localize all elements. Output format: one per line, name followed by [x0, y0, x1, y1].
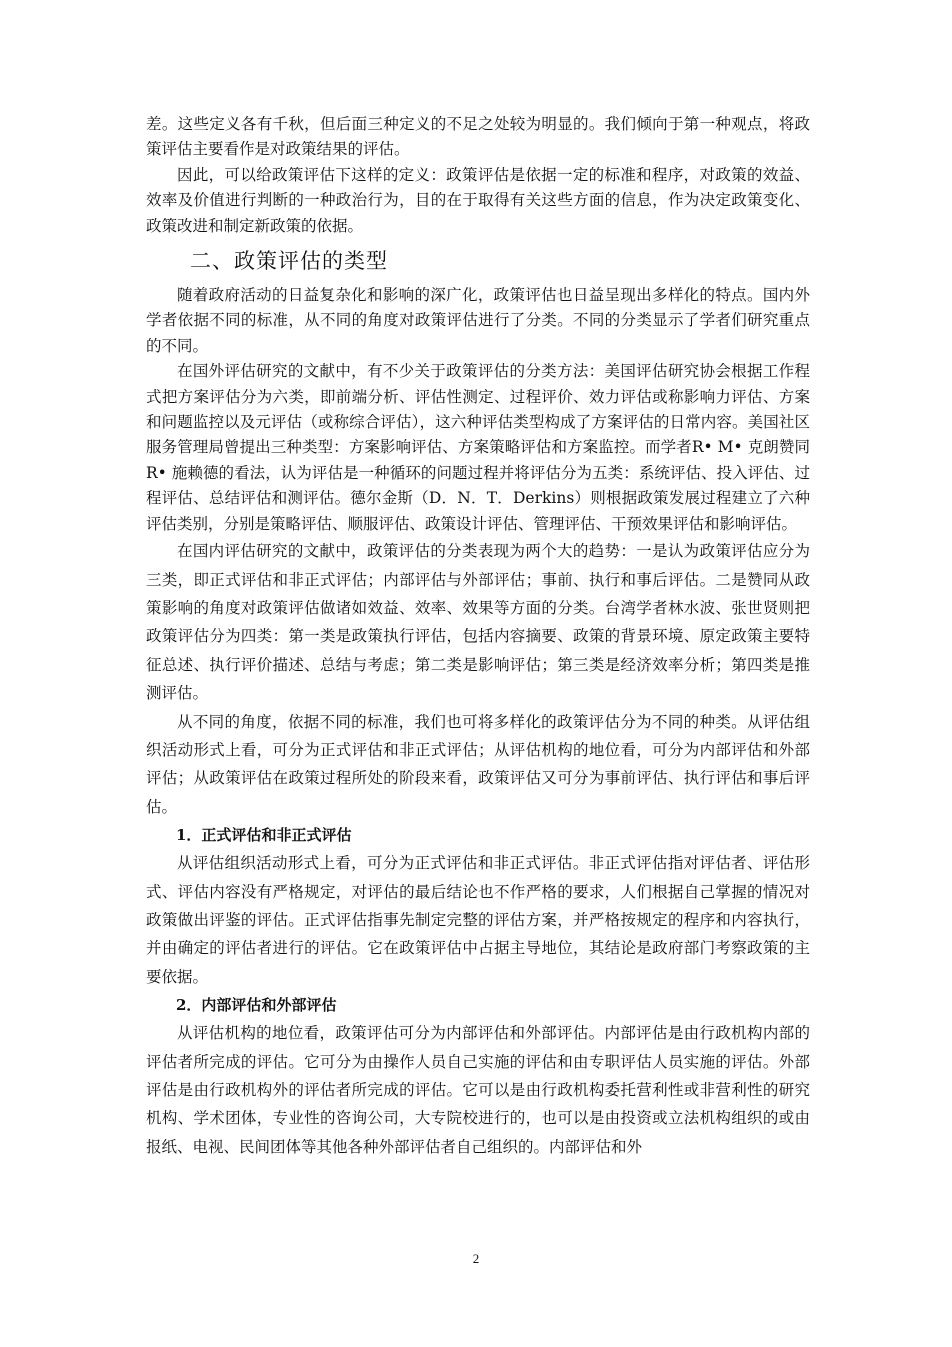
section-heading: 二、政策评估的类型 [190, 249, 388, 274]
page-number: 2 [472, 1251, 480, 1266]
paragraph-internal: 从评估机构的地位看，政策评估可分为内部评估和外部评估。内部评估是由行政机构内部的评估者所完成的评估。它可分为由操作人员自己实施的评估和由专职评估人员实施的评估。外部评估是由行政机构外的评估者所完成的评估。它可以是由行政机构委托营利性或非营利性的研究机构、学术团体，专业性的咨询公司，大专院校进行的，也可以是由投资或立法机构组织的或由报纸、电视、民间团体等其他各种外部评估者自己组织的。内部评估和外 [146, 1024, 810, 1156]
paragraph-domestic-research: 在国内评估研究的文献中，政策评估的分类表现为两个大的趋势：一是认为政策评估应分为三类，即正式评估和非正式评估；内部评估与外部评估；事前、执行和事后评估。二是赞同从政策影响的角度对政策评估做诸如效益、效率、效果等方面的分类。台湾学者林水波、张世贤则把政策评估分为四类：第一类是政策执行评估，包括内容摘要、政策的背景环境、原定政策主要特征总述、执行评价描述、总结与考虑；第二类是影响评估；第三类是经济效率分析；第四类是推测评估。 [146, 542, 810, 703]
paragraph-continuation: 差。这些定义各有千秋，但后面三种定义的不足之处较为明显的。我们倾向于第一种观点，将政策评估主要看作是对政策结果的评估。 [146, 115, 810, 159]
subheading-formal: 1．正式评估和非正式评估 [176, 826, 352, 845]
document-page [146, 112, 810, 1161]
paragraph-foreign-research: 在国外评估研究的文献中，有不少关于政策评估的分类方法：美国评估研究协会根据工作程式把方案评估分为六类，即前端分析、评估性测定、过程评价、效力评估或称影响力评估、方案和问题监控以及元评估（或称综合评估），这六种评估类型构成了方案评估的日常内容。美国社区服务管理局曾提出三种类型：方案影响评估、方案策略评估和方案监控。而学者R• M• 克朗赞同R• 施赖德的看法，认为评估是一种循环的问题过程并将评估分为五类：系统评估、投入评估、过程评估、总结评估和测评估。德尔金斯（D．N．T．Derkins）则根据政策发展过程建立了六种评估类别，分别是策略评估、顺服评估、政策设计评估、管理评估、干预效果评估和影响评估。 [146, 362, 810, 533]
paragraph-definition: 因此，可以给政策评估下这样的定义：政策评估是依据一定的标准和程序，对政策的效益、效率及价值进行判断的一种政治行为，目的在于取得有关这些方面的信息，作为决定政策变化、政策改进和制定新政策的依据。 [146, 165, 810, 235]
paragraph-intro: 随着政府活动的日益复杂化和影响的深广化，政策评估也日益呈现出多样化的特点。国内外学者依据不同的标准，从不同的角度对政策评估进行了分类。不同的分类显示了学者们研究重点的不同。 [146, 286, 810, 355]
subheading-internal: 2．内部评估和外部评估 [176, 996, 337, 1015]
paragraph-formal: 从评估组织活动形式上看，可分为正式评估和非正式评估。非正式评估指对评估者、评估形式、评估内容没有严格规定，对评估的最后结论也不作严格的要求，人们根据自己掌握的情况对政策做出评鉴的评估。正式评估指事先制定完整的评估方案，并严格按规定的程序和内容执行，并由确定的评估者进行的评估。它在政策评估中占据主导地位，其结论是政府部门考察政策的主要依据。 [146, 854, 810, 986]
paragraph-classification: 从不同的角度，依据不同的标准，我们也可将多样化的政策评估分为不同的种类。从评估组织活动形式上看，可分为正式评估和非正式评估；从评估机构的地位看，可分为内部评估和外部评估；从政策评估在政策过程所处的阶段来看，政策评估又可分为事前评估、执行评估和事后评估。 [146, 712, 810, 816]
